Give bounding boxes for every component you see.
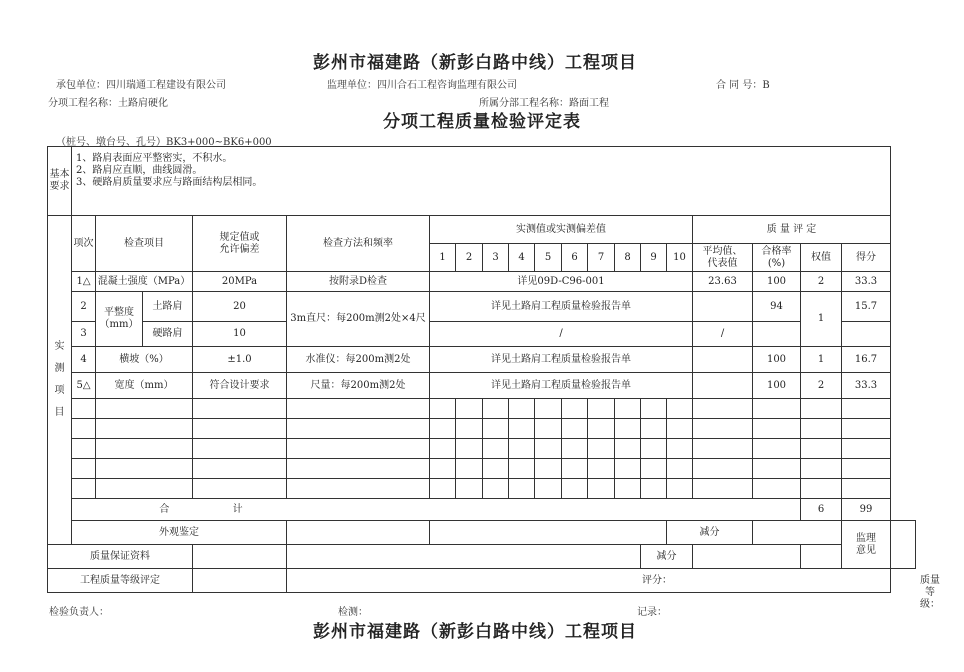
row-measured: 详见土路肩工程质量检验报告单 (430, 373, 693, 399)
inspector-label: 检验负责人： (49, 607, 109, 618)
section-label (48, 216, 72, 545)
project-title-footer: 彭州市福建路（新彭白路中线）工程项目 (313, 622, 637, 642)
grade-content (287, 569, 940, 610)
tester-label: 检测： (338, 607, 368, 618)
supervision-label (842, 521, 891, 569)
col-measured: 实测值或实测偏差值 (430, 216, 693, 244)
row-no: 5△ (72, 373, 96, 399)
basic-requirements-row (48, 147, 916, 216)
appearance-note (430, 521, 667, 545)
row-no: 2 (72, 292, 96, 322)
col-num-5: 5 (535, 244, 562, 272)
totals-label-a: 合 (159, 503, 170, 515)
supervision-line2: 意见 (856, 544, 876, 556)
table-row (48, 272, 916, 292)
row-no: 3 (72, 322, 96, 347)
section-char-3: 项 (54, 385, 65, 396)
qa-docs-row (48, 545, 916, 569)
empty-row (48, 399, 916, 419)
row-avg: 23.63 (693, 272, 753, 292)
row-weight: 2 (801, 373, 842, 399)
row-spec: 20 (193, 292, 287, 322)
row-method: 水准仪：每200m测2处 (287, 347, 430, 373)
qa-docs-label: 质量保证资料 (48, 545, 193, 569)
section-char-1: 实 (54, 341, 65, 352)
col-num-10: 10 (667, 244, 693, 272)
col-num-9: 9 (641, 244, 667, 272)
appearance-cell (287, 521, 430, 545)
table-row (48, 322, 916, 347)
basic-requirements (72, 147, 891, 216)
col-item-no: 项次 (72, 216, 96, 272)
totals-score: 99 (842, 499, 891, 521)
grade-score: 评分： (642, 575, 672, 586)
totals-row (48, 499, 916, 521)
row-rate: 100 (753, 272, 801, 292)
row-item: 横坡（%） (96, 347, 193, 373)
basic-line-2: 2、路肩应直顺，曲线圆滑。 (76, 165, 203, 176)
division-name: 所属分部工程名称：路面工程 (479, 98, 609, 109)
col-num-8: 8 (615, 244, 641, 272)
row-spec: 10 (193, 322, 287, 347)
col-num-1: 1 (430, 244, 456, 272)
col-quality: 质 量 评 定 (693, 216, 891, 244)
row-score: 33.3 (842, 272, 891, 292)
row-rate: 94 (753, 292, 801, 322)
col-spec-line1: 规定值或 (219, 231, 260, 243)
row-score: 33.3 (842, 373, 891, 399)
row-avg (693, 347, 753, 373)
row-sub: 硬路肩 (143, 322, 193, 347)
col-check-item: 检查项目 (96, 216, 193, 272)
row-measured: 详见土路肩工程质量检验报告单 (430, 347, 693, 373)
row-item: 宽度（mm） (96, 373, 193, 399)
col-avg-line1: 平均值、 (702, 245, 743, 257)
col-num-7: 7 (588, 244, 615, 272)
empty-row (48, 459, 916, 479)
qa-docs-note (287, 545, 641, 569)
supervision-line1: 监理 (856, 532, 876, 544)
section-char-4: 目 (54, 407, 65, 418)
row-no: 1△ (72, 272, 96, 292)
row-weight: 1 (801, 292, 842, 347)
basic-label-text: 基本要求 (49, 169, 70, 192)
row-rate: 100 (753, 347, 801, 373)
row-score: 16.7 (842, 347, 891, 373)
empty-row (48, 419, 916, 439)
grade-row (48, 569, 916, 593)
inspection-table (47, 146, 940, 610)
row-spec: 符合设计要求 (193, 373, 287, 399)
appearance-deduct-value (753, 521, 842, 545)
table-row (48, 347, 916, 373)
recorder-label: 记录： (637, 607, 667, 618)
appearance-label: 外观鉴定 (72, 521, 287, 545)
basic-line-1: 1、路肩表面应平整密实，不积水。 (76, 153, 233, 164)
row-sub: 土路肩 (143, 292, 193, 322)
grade-label: 工程质量等级评定 (48, 569, 193, 593)
row-measured: 详见09D-C96-001 (430, 272, 693, 292)
qa-docs-deduct-label: 减分 (641, 545, 693, 569)
qa-docs-deduct-value (693, 545, 801, 569)
appearance-deduct-label: 减分 (667, 521, 753, 545)
row-score (842, 322, 891, 347)
col-method: 检查方法和频率 (287, 216, 430, 272)
col-avg-line2: 代表值 (707, 257, 738, 269)
form-title: 分项工程质量检验评定表 (383, 112, 581, 132)
table-row (48, 373, 916, 399)
section-char-2: 测 (54, 363, 65, 374)
contract-number: 合 同 号：B (716, 80, 770, 91)
row-rate: 100 (753, 373, 801, 399)
contractor: 承包单位：四川瑞通工程建设有限公司 (56, 80, 226, 91)
totals-label-b: 计 (232, 503, 243, 515)
col-weight: 权值 (801, 244, 842, 272)
table-row (48, 292, 916, 322)
sub-project-name: 分项工程名称：土路肩硬化 (48, 98, 168, 109)
empty-row (48, 439, 916, 459)
row-weight: 2 (801, 272, 842, 292)
col-spec (193, 216, 287, 272)
row-spec: ±1.0 (193, 347, 287, 373)
row-avg (693, 373, 753, 399)
col-num-2: 2 (456, 244, 483, 272)
grade-level: 质量等级： (920, 575, 940, 610)
qa-docs-cell (193, 545, 287, 569)
basic-line-3: 3、硬路肩质量要求应与路面结构层相同。 (76, 177, 263, 188)
row-item: 混凝土强度（MPa） (96, 272, 193, 292)
row-measured: 详见土路肩工程质量检验报告单 (430, 292, 693, 322)
grade-cell (193, 569, 287, 593)
col-num-3: 3 (483, 244, 509, 272)
totals-weight: 6 (801, 499, 842, 521)
row-spec: 20MPa (193, 272, 287, 292)
col-avg (693, 244, 753, 272)
row-no: 4 (72, 347, 96, 373)
station-range: （桩号、墩台号、孔号）BK3+000~BK6+000 (56, 137, 272, 148)
row-method: 按附录D检查 (287, 272, 430, 292)
totals-label (72, 499, 801, 521)
row-method: 3m直尺：每200m测2处×4尺 (287, 292, 430, 347)
row-score: 15.7 (842, 292, 891, 322)
row-measured: / (430, 322, 693, 347)
supervisor: 监理单位：四川合石工程咨询监理有限公司 (327, 80, 517, 91)
empty-row (48, 479, 916, 499)
col-score: 得分 (842, 244, 891, 272)
row-item: 平整度（mm） (96, 292, 143, 347)
supervision-opinion (891, 521, 916, 569)
appearance-row (48, 521, 916, 545)
header-row-1 (48, 216, 916, 244)
col-spec-line2: 允许偏差 (219, 243, 260, 255)
basic-label (48, 147, 72, 216)
row-avg (693, 292, 753, 322)
row-rate (753, 322, 801, 347)
col-num-4: 4 (509, 244, 535, 272)
project-title: 彭州市福建路（新彭白路中线）工程项目 (313, 53, 637, 73)
row-method: 尺量：每200m测2处 (287, 373, 430, 399)
col-num-6: 6 (562, 244, 588, 272)
row-weight: 1 (801, 347, 842, 373)
row-avg: / (693, 322, 753, 347)
col-pass-rate: 合格率(%) (753, 244, 801, 272)
